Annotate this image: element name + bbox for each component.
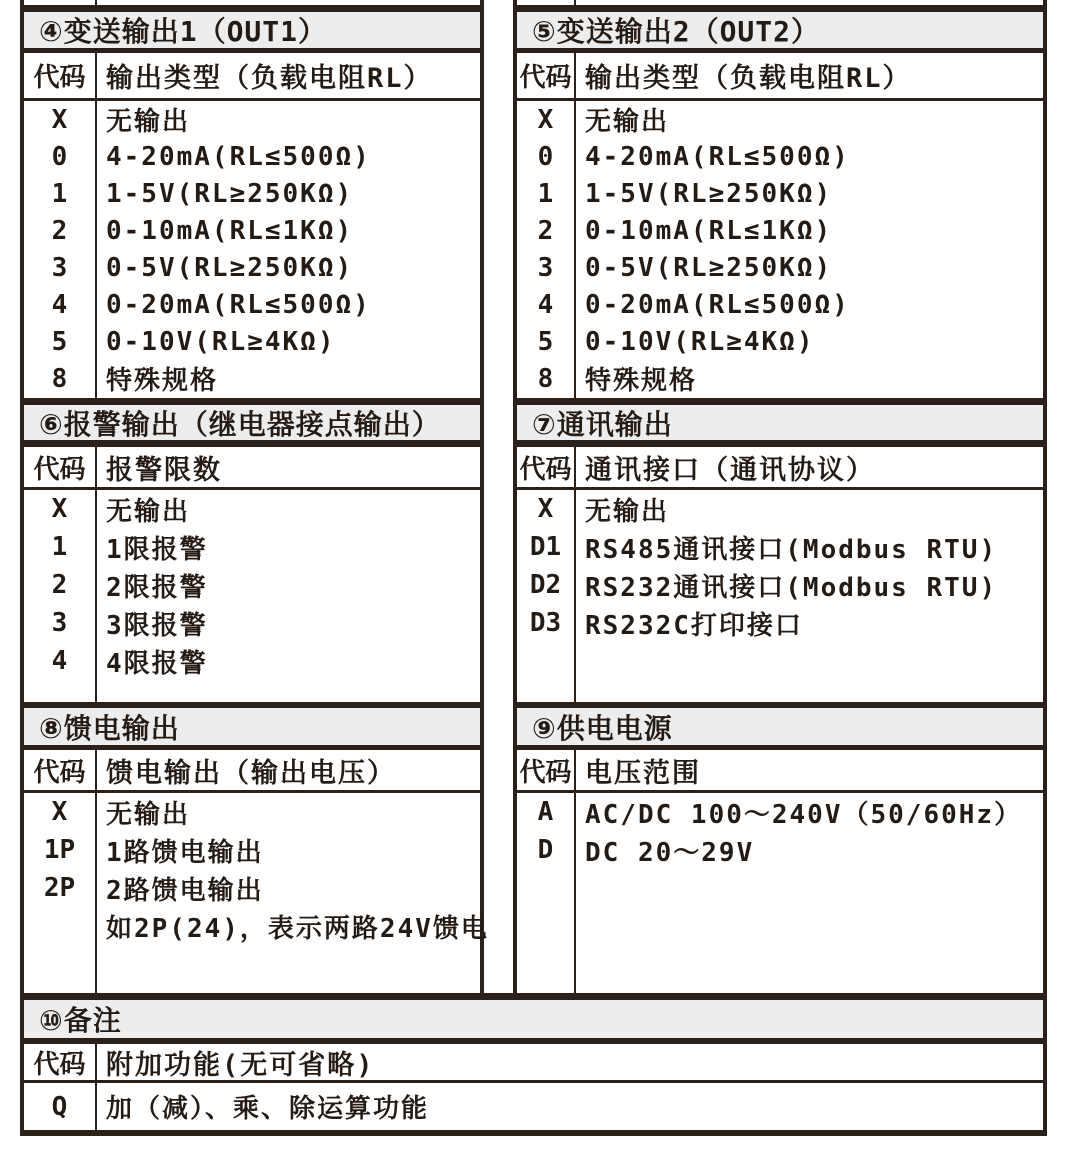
table-row [517,604,1043,642]
section-feed [20,702,489,993]
row-code: X [24,793,97,831]
row-code: 1P [24,831,97,869]
section-title: ⑨供电电源 [532,711,673,745]
row-desc: 1限报警 [106,534,208,565]
table-row-filler [24,680,480,702]
row-code: X [24,101,97,138]
header-row [517,750,1043,793]
row-code [24,680,97,702]
table-row [24,642,480,680]
table-row [517,249,1043,286]
section-body [517,101,1043,398]
table-row [517,528,1043,566]
section-out1 [20,5,484,398]
header-row [24,750,480,793]
row-code: 0 [24,138,97,175]
row-code: 1 [517,175,576,212]
code-header: 代码 [24,1044,97,1080]
row-code: X [24,490,97,528]
row-desc: RS232通讯接口(Modbus RTU) [585,572,998,603]
section-band [24,398,480,447]
row-code: 2 [24,566,97,604]
row-code: 8 [24,360,97,397]
row-desc [576,869,1043,993]
section-remark [20,993,1047,1136]
right-table-column [513,0,1047,993]
section-band [517,702,1043,750]
header-row [24,447,480,490]
row-desc: 无输出 [585,107,670,137]
section-title: ⑩备注 [39,1004,122,1037]
row-code: 2 [24,212,97,249]
row-desc: 0-20mA(RL≤500Ω) [106,289,371,320]
section-out2 [513,5,1047,398]
left-table-column [20,0,489,993]
table-row [517,101,1043,138]
section-title: ④变送输出1（OUT1） [39,15,327,48]
table-row-filler [24,945,480,993]
section-alarm [20,398,484,702]
row-code: D1 [517,528,576,566]
desc-header: 报警限数 [106,454,222,486]
section-band [24,702,480,750]
row-code: D3 [517,604,576,642]
row-code: X [517,490,576,528]
section-band [24,993,1043,1044]
table-row [517,323,1043,360]
header-row [24,1044,1043,1083]
section-body [24,101,480,398]
row-code: 4 [24,642,97,680]
header-row [517,53,1043,101]
row-desc [97,397,480,398]
section-body [517,793,1043,993]
header-row [517,447,1043,490]
divider-stub [574,0,576,5]
desc-header: 通讯接口（通讯协议） [585,454,875,486]
code-header: 代码 [24,750,97,790]
table-row [517,175,1043,212]
table-row-filler [517,397,1043,398]
row-code [517,869,576,993]
desc-header: 电压范围 [585,757,701,789]
row-code: 1 [24,528,97,566]
row-desc: 2限报警 [106,572,208,603]
table-row [517,360,1043,397]
row-desc: 4-20mA(RL≤500Ω) [106,141,371,172]
row-code [517,642,576,702]
row-desc: 4限报警 [106,648,208,679]
row-code: 3 [24,604,97,642]
row-code: A [517,793,576,831]
code-header: 代码 [24,53,97,98]
row-desc: 0-5V(RL≥250KΩ) [585,252,833,283]
row-desc: 0-10mA(RL≤1KΩ) [585,215,833,246]
code-header: 代码 [24,447,97,487]
row-code [24,397,97,398]
table-row [517,831,1043,869]
desc-header: 输出类型（负载电阻RL） [106,63,433,94]
section-body [24,793,489,993]
row-desc: 0-10V(RL≥4KΩ) [106,326,336,357]
row-desc: DC 20～29V [585,837,755,868]
row-desc [97,680,480,702]
section-title: ⑤变送输出2（OUT2） [532,15,820,48]
section-band [517,398,1043,447]
row-desc: 0-5V(RL≥250KΩ) [106,252,354,283]
row-code: 2P [24,869,97,907]
row-code: 2 [517,212,576,249]
table-row [24,490,480,528]
table-row [24,869,480,907]
table-edge-fragment [20,0,484,5]
row-desc: 1-5V(RL≥250KΩ) [106,178,354,209]
section-band [517,5,1043,53]
table-row [24,360,480,397]
row-code: Q [24,1083,97,1130]
table-row-filler [24,397,480,398]
divider-stub [95,0,97,5]
code-header: 代码 [517,53,576,98]
table-row [24,286,480,323]
table-row [24,831,480,869]
table-row [24,212,480,249]
section-power [513,702,1047,993]
row-desc: 无输出 [106,496,191,527]
row-code [24,907,97,945]
row-desc: AC/DC 100～240V（50/60Hz） [585,799,1023,830]
table-row [517,490,1043,528]
row-desc: RS232C打印接口 [585,610,803,641]
table-row [24,528,480,566]
code-header: 代码 [517,447,576,487]
section-title: ⑥报警输出（继电器接点输出） [39,407,441,441]
table-row [517,212,1043,249]
row-desc: 如2P(24)，表示两路24V馈电 [106,913,489,944]
table-row [517,286,1043,323]
code-header: 代码 [517,750,576,790]
row-code: 4 [24,286,97,323]
row-code: 5 [517,323,576,360]
row-desc [576,397,1043,398]
desc-header: 馈电输出（输出电压） [106,757,396,789]
row-desc: 4-20mA(RL≤500Ω) [585,141,850,172]
row-code [517,397,576,398]
row-desc: 2路馈电输出 [106,875,264,906]
row-desc: 特殊规格 [585,366,698,396]
table-row [517,566,1043,604]
section-body [24,1083,1043,1130]
table-row [24,101,480,138]
desc-header: 附加功能(无可省略) [106,1049,375,1081]
row-code: 1 [24,175,97,212]
row-desc: RS485通讯接口(Modbus RTU) [585,534,998,565]
row-code: 4 [517,286,576,323]
table-row [24,138,480,175]
row-desc [576,642,1043,702]
table-row [517,793,1043,831]
header-row [24,53,480,101]
row-code: 0 [517,138,576,175]
section-band [24,5,480,53]
row-desc: 0-10mA(RL≤1KΩ) [106,215,354,246]
section-body [517,490,1043,702]
table-row-filler [517,869,1043,993]
table-row [24,175,480,212]
table-row [517,138,1043,175]
table-row [24,323,480,360]
row-desc: 无输出 [106,799,191,830]
row-code [24,945,97,993]
row-desc: 0-20mA(RL≤500Ω) [585,289,850,320]
table-row [24,793,480,831]
table-row [24,604,480,642]
row-code: X [517,101,576,138]
table-row-filler [517,642,1043,702]
table-edge-fragment [513,0,1047,5]
row-desc: 加（减）、乘、除运算功能 [106,1094,430,1124]
table-row [24,249,480,286]
row-desc: 3限报警 [106,610,208,641]
table-row [24,907,489,945]
row-desc: 1路馈电输出 [106,837,264,868]
section-title: ⑧馈电输出 [39,711,180,745]
row-code: 5 [24,323,97,360]
section-title: ⑦通讯输出 [532,407,673,441]
desc-header: 输出类型（负载电阻RL） [585,63,912,94]
table-row [24,566,480,604]
section-comm [513,398,1047,702]
row-desc: 无输出 [106,107,191,137]
row-desc: 无输出 [585,496,670,527]
row-code: D2 [517,566,576,604]
row-desc: 0-10V(RL≥4KΩ) [585,326,815,357]
row-code: D [517,831,576,869]
row-code: 8 [517,360,576,397]
row-code: 3 [517,249,576,286]
section-body [24,490,480,702]
row-code: 3 [24,249,97,286]
row-desc: 1-5V(RL≥250KΩ) [585,178,833,209]
row-desc [97,945,480,993]
table-row [24,1083,1043,1130]
row-desc: 特殊规格 [106,366,219,396]
